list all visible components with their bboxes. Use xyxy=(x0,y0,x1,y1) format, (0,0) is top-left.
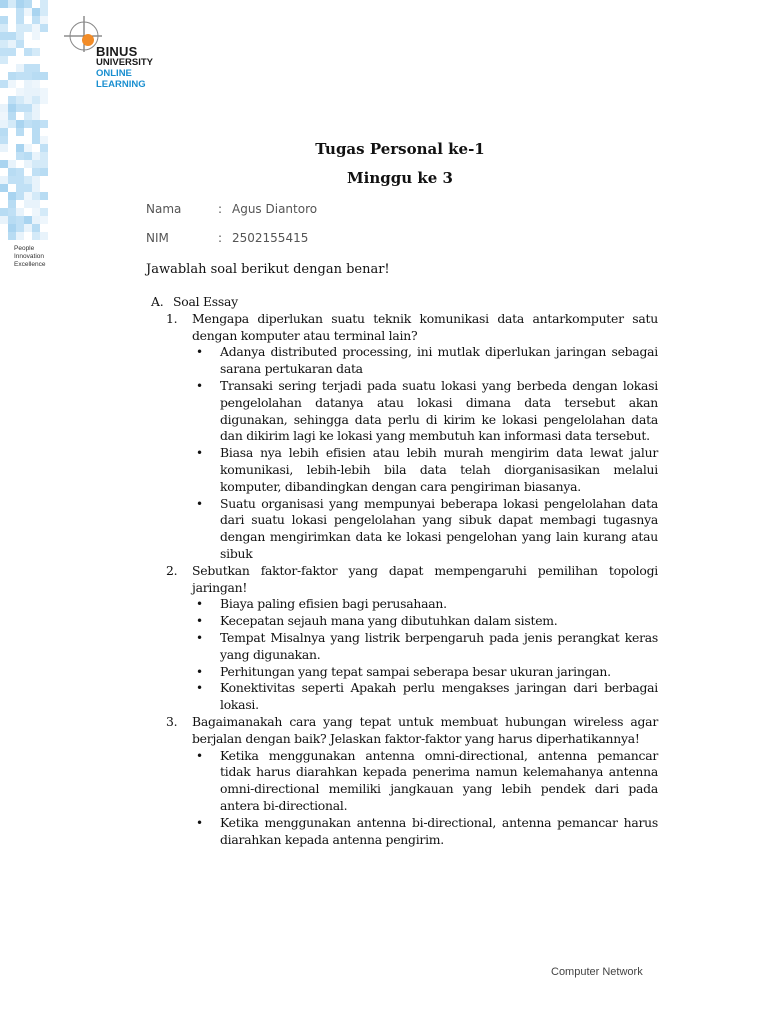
answer-text: Kecepatan sejauh mana yang dibutuhkan dalam sistem. xyxy=(220,613,558,629)
mosaic-tile xyxy=(32,160,40,168)
mosaic-tile xyxy=(0,112,8,120)
mosaic-tile xyxy=(8,112,16,120)
document-title: Tugas Personal ke-1 xyxy=(315,140,485,158)
mosaic-tile xyxy=(0,208,8,216)
mosaic-tile xyxy=(32,232,40,240)
question-item xyxy=(146,714,658,748)
answer-item xyxy=(146,378,658,445)
bullet-icon: • xyxy=(196,378,203,393)
mosaic-tile xyxy=(32,16,40,24)
tagline-line-1: People xyxy=(14,245,35,252)
name-row xyxy=(146,202,317,216)
answer-text: Tempat Misalnya yang listrik berpengaruh pada jenis perangkat keras yang digunakan. xyxy=(220,629,658,662)
mosaic-tile xyxy=(16,32,24,40)
mosaic-tile xyxy=(16,0,24,8)
mosaic-tile xyxy=(16,96,24,104)
mosaic-tile xyxy=(24,200,32,208)
mosaic-tile xyxy=(32,80,40,88)
mosaic-tile xyxy=(24,8,32,16)
mosaic-tile xyxy=(8,232,16,240)
mosaic-tile xyxy=(24,80,32,88)
mosaic-tile xyxy=(8,40,16,48)
mosaic-tile xyxy=(8,200,16,208)
mosaic-tile xyxy=(24,48,32,56)
name-colon: : xyxy=(218,202,223,216)
answer-text: Ketika menggunakan antenna bi-directional, antenna pemancar harus diarahkan kepada antenna pengirim. xyxy=(220,814,658,847)
mosaic-tile xyxy=(16,40,24,48)
mosaic-tile xyxy=(24,216,32,224)
mosaic-tile xyxy=(16,192,24,200)
mosaic-tile xyxy=(8,48,16,56)
mosaic-tile xyxy=(32,48,40,56)
mosaic-tile xyxy=(40,72,48,80)
mosaic-tile xyxy=(32,96,40,104)
mosaic-tile xyxy=(24,120,32,128)
mosaic-tile xyxy=(8,208,16,216)
mosaic-tile xyxy=(8,0,16,8)
bullet-icon: • xyxy=(196,614,203,629)
section-marker: A. xyxy=(151,294,164,309)
mosaic-tile xyxy=(40,160,48,168)
decorative-mosaic-strip xyxy=(0,0,46,236)
mosaic-tile xyxy=(24,72,32,80)
mosaic-tile xyxy=(40,8,48,16)
answer-text: Perhitungan yang tepat sampai seberapa besar ukuran jaringan. xyxy=(220,663,611,679)
mosaic-tile xyxy=(16,104,24,112)
mosaic-tile xyxy=(24,96,32,104)
mosaic-tile xyxy=(32,200,40,208)
mosaic-tile xyxy=(0,160,8,168)
mosaic-tile xyxy=(8,32,16,40)
answer-text: Suatu organisasi yang mempunyai beberapa lokasi pengelolahan data dari suatu lokasi pengelolahan yang sibuk dapat membagi tugasnya dengan mengirimkan data ke lokasi pengelohan yang lain kurang atau sibuk xyxy=(220,495,658,561)
mosaic-tile xyxy=(40,16,48,24)
mosaic-tile xyxy=(8,104,16,112)
mosaic-tile xyxy=(16,128,24,136)
mosaic-tile xyxy=(16,216,24,224)
bullet-icon: • xyxy=(196,681,203,696)
mosaic-tile xyxy=(16,24,24,32)
mosaic-tile xyxy=(24,192,32,200)
bullet-icon: • xyxy=(196,345,203,360)
mosaic-tile xyxy=(40,232,48,240)
bullet-icon: • xyxy=(196,748,203,763)
mosaic-tile xyxy=(40,24,48,32)
question-text: Mengapa diperlukan suatu teknik komunikasi data antarkomputer satu dengan komputer atau terminal lain? xyxy=(192,310,658,343)
answer-item xyxy=(146,748,658,815)
mosaic-tile xyxy=(24,24,32,32)
mosaic-tile xyxy=(32,224,40,232)
mosaic-tile xyxy=(24,0,32,8)
mosaic-tile xyxy=(8,80,16,88)
mosaic-tile xyxy=(40,216,48,224)
instructions-text: Jawablah soal berikut dengan benar! xyxy=(146,262,390,277)
mosaic-tile xyxy=(32,72,40,80)
mosaic-tile xyxy=(32,8,40,16)
mosaic-tile xyxy=(16,208,24,216)
nim-colon: : xyxy=(218,231,223,245)
mosaic-tile xyxy=(32,120,40,128)
mosaic-tile xyxy=(32,112,40,120)
answer-list xyxy=(146,596,658,714)
bullet-icon: • xyxy=(196,496,203,511)
mosaic-tile xyxy=(16,88,24,96)
answer-text: Biaya paling efisien bagi perusahaan. xyxy=(220,596,447,612)
bullet-icon: • xyxy=(196,446,203,461)
answer-text: Biasa nya lebih efisien atau lebih murah mengirim data lewat jalur komunikasi, lebih-lebih bila data telah diorganisasikan melalui komputer, dibandingkan dengan cara pengiriman biasanya. xyxy=(220,445,658,494)
answer-item xyxy=(146,815,658,849)
bullet-icon: • xyxy=(196,815,203,830)
answer-text: Transaki sering terjadi pada suatu lokasi yang berbeda dengan lokasi pengelolahan datanya atau lokasi dimana data tersebut akan digunakan, sehingga data perlu di kirim ke lokasi pengelolahan data dan dikirim lagi ke lokasi yang membutuh kan informasi data tersebut. xyxy=(220,377,658,444)
mosaic-tile xyxy=(32,128,40,136)
mosaic-tile xyxy=(8,160,16,168)
mosaic-tile xyxy=(40,120,48,128)
question-list xyxy=(146,311,658,849)
answer-item xyxy=(146,596,658,613)
mosaic-tile xyxy=(0,56,8,64)
mosaic-tile xyxy=(8,120,16,128)
mosaic-tile xyxy=(40,96,48,104)
mosaic-tile xyxy=(0,24,8,32)
mosaic-tile xyxy=(8,224,16,232)
answer-text: Adanya distributed processing, ini mutlak diperlukan jaringan sebagai sarana pertukaran data xyxy=(220,344,658,377)
brand-line-2: UNIVERSITY xyxy=(96,57,154,68)
mosaic-tile xyxy=(0,120,8,128)
question-item xyxy=(146,563,658,597)
mosaic-tile xyxy=(16,232,24,240)
mosaic-tile xyxy=(8,192,16,200)
mosaic-tile xyxy=(0,40,8,48)
mosaic-tile xyxy=(32,216,40,224)
answer-list xyxy=(146,344,658,562)
mosaic-tile xyxy=(8,216,16,224)
mosaic-tile xyxy=(16,8,24,16)
mosaic-tile xyxy=(32,32,40,40)
mosaic-tile xyxy=(16,64,24,72)
question-number: 1. xyxy=(166,310,178,326)
answer-item xyxy=(146,630,658,664)
essay-content xyxy=(146,294,658,848)
question-number: 2. xyxy=(166,562,178,578)
mosaic-tile xyxy=(32,192,40,200)
mosaic-tile xyxy=(0,16,8,24)
answer-item xyxy=(146,664,658,681)
brand-line-3: ONLINE xyxy=(96,68,132,79)
nim-label: NIM xyxy=(146,231,169,245)
mosaic-tile xyxy=(24,160,32,168)
answer-item xyxy=(146,613,658,630)
mosaic-tile xyxy=(40,192,48,200)
mosaic-tile xyxy=(16,120,24,128)
mosaic-tile xyxy=(32,208,40,216)
question-item xyxy=(146,311,658,345)
mosaic-tile xyxy=(24,64,32,72)
answer-item xyxy=(146,496,658,563)
question-text: Sebutkan faktor-faktor yang dapat mempengaruhi pemilihan topologi jaringan! xyxy=(192,562,658,595)
answer-item xyxy=(146,445,658,495)
mosaic-tile xyxy=(16,16,24,24)
mosaic-tile xyxy=(40,0,48,8)
mosaic-tile xyxy=(40,88,48,96)
tagline-line-3: Excellence xyxy=(14,261,46,268)
mosaic-tile xyxy=(32,104,40,112)
bullet-icon: • xyxy=(196,597,203,612)
answer-list xyxy=(146,748,658,849)
section-heading xyxy=(146,294,658,311)
section-title: Soal Essay xyxy=(173,294,238,309)
mosaic-tile xyxy=(16,224,24,232)
mosaic-tile xyxy=(0,80,8,88)
mosaic-tile xyxy=(0,104,8,112)
question-text: Bagaimanakah cara yang tepat untuk membuat hubungan wireless agar berjalan dengan baik? Jelaskan faktor-faktor yang harus diperhatikannya! xyxy=(192,713,658,746)
brand-tagline xyxy=(14,245,45,269)
answer-item xyxy=(146,680,658,714)
bullet-icon: • xyxy=(196,664,203,679)
answer-item xyxy=(146,344,658,378)
answer-text: Konektivitas seperti Apakah perlu mengakses jaringan dari berbagai lokasi. xyxy=(220,680,658,713)
mosaic-tile xyxy=(32,24,40,32)
document-subtitle: Minggu ke 3 xyxy=(347,169,453,187)
name-value: Agus Diantoro xyxy=(232,202,318,216)
mosaic-tile xyxy=(32,64,40,72)
name-label: Nama xyxy=(146,202,182,216)
mosaic-tile xyxy=(8,72,16,80)
mosaic-tile xyxy=(0,0,8,8)
bullet-icon: • xyxy=(196,630,203,645)
mosaic-tile xyxy=(16,72,24,80)
mosaic-tile xyxy=(0,128,8,136)
question-number: 3. xyxy=(166,713,178,729)
brand-line-4: LEARNING xyxy=(96,79,146,90)
tagline-line-2: Innovation xyxy=(14,253,44,260)
brand-line-1: BINUS xyxy=(96,44,138,59)
mosaic-tile xyxy=(24,224,32,232)
brand-wordmark xyxy=(96,46,153,90)
mosaic-tile xyxy=(32,88,40,96)
mosaic-tile xyxy=(24,88,32,96)
nim-row xyxy=(146,231,308,245)
mosaic-tile xyxy=(40,208,48,216)
mosaic-tile xyxy=(0,216,8,224)
mosaic-tile xyxy=(24,104,32,112)
mosaic-tile xyxy=(0,48,8,56)
mosaic-tile xyxy=(24,112,32,120)
answer-text: Ketika menggunakan antenna omni-directional, antenna pemancar tidak harus diarahkan kepada penerima namun kelemahanya antenna omni-directional memiliki jangkauan yang lebih pendek dari pada antera bi-directional. xyxy=(220,747,658,813)
nim-value: 2502155415 xyxy=(232,231,309,245)
footer-course-name: Computer Network xyxy=(551,966,643,978)
mosaic-tile xyxy=(8,96,16,104)
mosaic-tile xyxy=(0,32,8,40)
